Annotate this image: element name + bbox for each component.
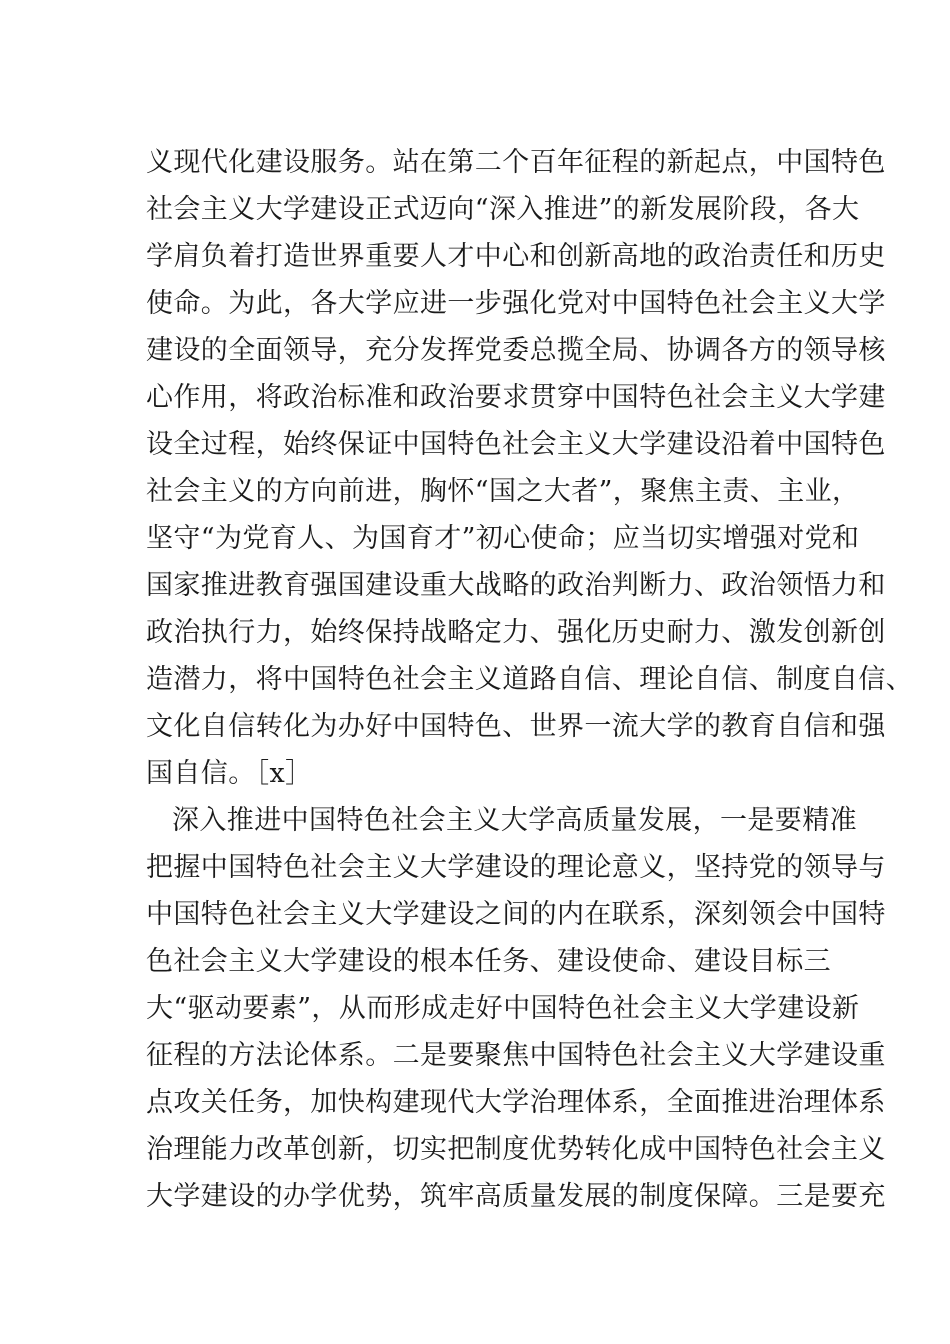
text-line: 建设的全面领导，充分发挥党委总揽全局、协调各方的领导核: [146, 335, 886, 366]
text-line: 使命。为此，各大学应进一步强化党对中国特色社会主义大学: [146, 288, 886, 319]
text-line: 政治执行力，始终保持战略定力、强化历史耐力、激发创新创: [146, 617, 886, 648]
text-line: 征程的方法论体系。二是要聚焦中国特色社会主义大学建设重: [146, 1040, 886, 1071]
text-line: 色社会主义大学建设的根本任务、建设使命、建设目标三: [146, 946, 831, 977]
text-line: 设全过程，始终保证中国特色社会主义大学建设沿着中国特色: [146, 429, 886, 460]
text-line: 造潜力，将中国特色社会主义道路自信、理论自信、制度自信、: [146, 664, 914, 695]
text-line: 学肩负着打造世界重要人才中心和创新高地的政治责任和历史: [146, 241, 886, 272]
text-line: 中国特色社会主义大学建设之间的内在联系，深刻领会中国特: [146, 899, 886, 930]
text-line: 国家推进教育强国建设重大战略的政治判断力、政治领悟力和: [146, 570, 886, 601]
text-line: 心作用，将政治标准和政治要求贯穿中国特色社会主义大学建: [146, 382, 886, 413]
text-line: 坚守“为党育人、为国育才”初心使命；应当切实增强对党和: [146, 523, 860, 554]
text-line: 把握中国特色社会主义大学建设的理论意义，坚持党的领导与: [146, 852, 886, 883]
text-line: 大“驱动要素”，从而形成走好中国特色社会主义大学建设新: [146, 993, 860, 1024]
text-line: 大学建设的办学优势，筑牢高质量发展的制度保障。三是要充: [146, 1181, 886, 1212]
text-line: 深入推进中国特色社会主义大学高质量发展，一是要精准: [172, 805, 857, 836]
text-line: 国自信。［x］: [146, 758, 313, 789]
text-line: 义现代化建设服务。站在第二个百年征程的新起点，中国特色: [146, 147, 886, 178]
text-line: 点攻关任务，加快构建现代大学治理体系，全面推进治理体系: [146, 1087, 886, 1118]
text-line: 治理能力改革创新，切实把制度优势转化成中国特色社会主义: [146, 1134, 886, 1165]
text-line: 文化自信转化为办好中国特色、世界一流大学的教育自信和强: [146, 711, 886, 742]
text-line: 社会主义的方向前进，胸怀“国之大者”，聚焦主责、主业，: [146, 476, 860, 507]
text-line: 社会主义大学建设正式迈向“深入推进”的新发展阶段，各大: [146, 194, 860, 225]
